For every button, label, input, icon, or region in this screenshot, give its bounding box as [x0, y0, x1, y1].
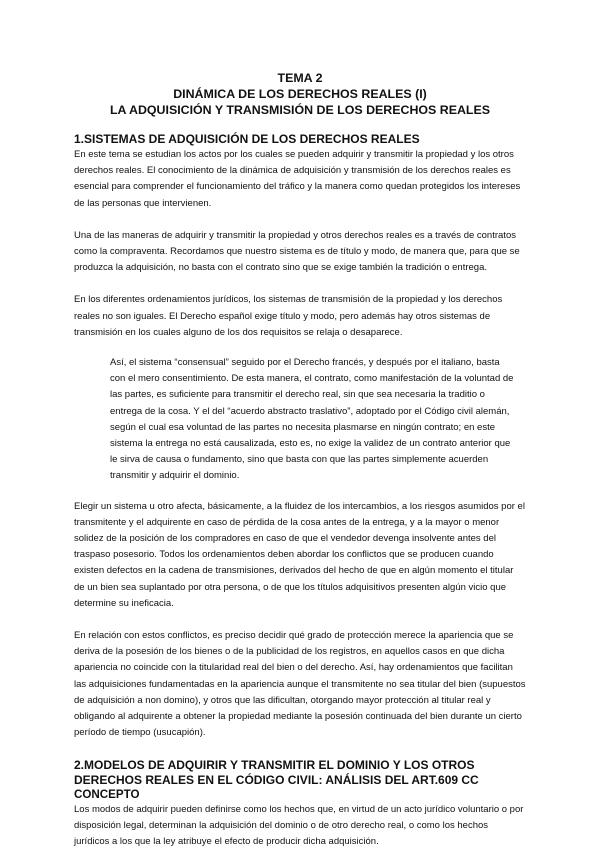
section-1-indented-quote: Así, el sistema “consensual” seguido por el Derecho francés, y después por el italiano, basta con el mero consentimiento. De esta manera, el contrato, como manifestación de la voluntad de las partes, es suficiente para transmitir el derecho real, sin que sea necesaria la traditio o entrega de la cosa. Y el del “acuerdo abstracto traslativo”, adoptado por el Código civil alemán, según el cual esa voluntad de las partes no necesita plasmarse en ningún contrato; en este sistema la entrega no está causalizada, esto es, no exige la validez de un contrato anterior que le sirva de causa o fundamento, sino que basta con que las partes simplemente acuerden transmitir y adquirir el dominio. [74, 355, 526, 485]
section-1-paragraph-3: En los diferentes ordenamientos jurídicos, los sistemas de transmisión de la propiedad y los derechos reales no son iguales. El Derecho español exige título y modo, pero además hay otros sistemas de transmisión en los cuales alguno de los dos requisitos se relaja o desaparece. [74, 292, 526, 341]
section-2-heading: 2.MODELOS DE ADQUIRIR Y TRANSMITIR EL DOMINIO Y LOS OTROS DERECHOS REALES EN EL CÓDIGO CIVIL: ANÁLISIS DEL ART.609 CC [74, 758, 526, 788]
section-2-subheading: CONCEPTO [74, 788, 526, 802]
section-1-heading: 1.SISTEMAS DE ADQUISICIÓN DE LOS DERECHOS REALES [74, 132, 526, 147]
section-1-paragraph-1: En este tema se estudian los actos por los cuales se pueden adquirir y transmitir la propiedad y los otros derechos reales. El conocimiento de la dinámica de adquisición y transmisión de los derechos reales es esencial para comprender el funcionamiento del tráfico y la manera como quedan protegidos los intereses de las personas que intervienen. [74, 147, 526, 212]
document-header [74, 70, 526, 118]
topic-title: DINÁMICA DE LOS DERECHOS REALES (I) [74, 86, 526, 102]
topic-number: TEMA 2 [74, 70, 526, 86]
section-1-paragraph-5: En relación con estos conflictos, es preciso decidir qué grado de protección merece la apariencia que se deriva de la posesión de los bienes o de la publicidad de los registros, en aquellos casos en que dicha apariencia no coincide con la titularidad real del bien o del derecho. Así, hay ordenamientos que facilitan las adquisiciones fundamentadas en la apariencia aunque el transmitente no sea titular del bien (supuestos de adquisición a non domino), y otros que las dificultan, otorgando mayor protección al titular real y obligando al adquirente a obtener la propiedad mediante la posesión continuada del bien durante un cierto período de tiempo (usucapión). [74, 628, 526, 741]
section-1-paragraph-2: Una de las maneras de adquirir y transmitir la propiedad y otros derechos reales es a través de contratos como la compraventa. Recordamos que nuestro sistema es de título y modo, de manera que, para que se produzca la adquisición, no basta con el contrato sino que se exige también la tradición o entrega. [74, 228, 526, 277]
section-1-paragraph-4: Elegir un sistema u otro afecta, básicamente, a la fluidez de los intercambios, a los riesgos asumidos por el transmitente y el adquirente en caso de pérdida de la cosa antes de la entrega, y a la mayor o menor solidez de la posición de los compradores en caso de que el vendedor devenga insolvente antes del traspaso posesorio. Todos los ordenamientos deben abordar los conflictos que se producen cuando existen defectos en la cadena de transmisiones, derivados del hecho de que en algún momento el titular de un bien sea suplantado por otra persona, o de que los títulos adquisitivos presenten algún vicio que determine su ineficacia. [74, 499, 526, 612]
topic-subtitle: LA ADQUISICIÓN Y TRANSMISIÓN DE LOS DERECHOS REALES [74, 102, 526, 118]
section-2-paragraph-1: Los modos de adquirir pueden definirse como los hechos que, en virtud de un acto jurídico voluntario o por disposición legal, determinan la adquisición del dominio o de otro derecho real, o como los hechos jurídicos a los que la ley atribuye el efecto de producir dicha adquisición. [74, 802, 526, 850]
